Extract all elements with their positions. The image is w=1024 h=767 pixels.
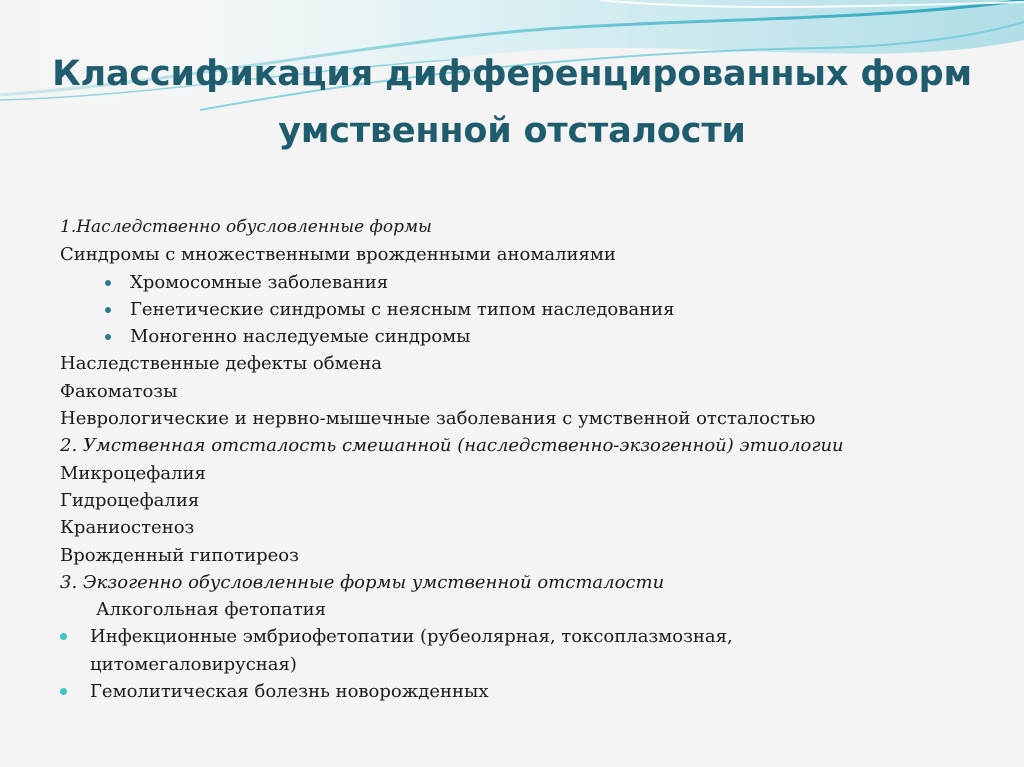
list-item: Гидроцефалия: [60, 489, 200, 511]
sub-list-item-label: Генетические синдромы с неясным типом наследования: [130, 298, 675, 320]
bullet-list-item-label: Инфекционные эмбриофетопатии (рубеолярная, токсоплазмозная, цитомегаловирусная): [90, 626, 733, 675]
section-heading-hereditary: 1.Наследственно обусловленные формы: [60, 217, 432, 237]
slide-title-line-1: Классификация дифференцированных форм: [52, 54, 972, 94]
bullet-icon: [60, 688, 67, 695]
classification-list: [60, 214, 980, 705]
bullet-list-item-label: Гемолитическая болезнь новорожденных: [90, 681, 489, 703]
list-item: Микроцефалия: [60, 462, 206, 484]
bullet-list-item: [60, 623, 830, 678]
slide-title: [0, 46, 1024, 160]
sub-list-item-label: Хромосомные заболевания: [130, 271, 389, 293]
sub-list-item: [60, 269, 980, 296]
bullet-icon: [105, 307, 111, 313]
bullet-icon: [60, 633, 67, 640]
slide-title-line-2: умственной отсталости: [278, 111, 746, 151]
list-item-syndromes: Синдромы с множественными врожденными аномалиями: [60, 244, 616, 266]
list-item: Краниостеноз: [60, 517, 195, 539]
sub-list-item-label: Моногенно наследуемые синдромы: [130, 326, 471, 348]
section-heading-mixed: 2. Умственная отсталость смешанной (наследственно-экзогенной) этиологии: [60, 435, 844, 457]
bullet-list-item: [60, 678, 980, 705]
sub-list-item: [60, 296, 980, 323]
section-heading-exogenous: 3. Экзогенно обусловленные формы умственной отсталости: [60, 571, 665, 593]
list-item-alcohol: Алкогольная фетопатия: [96, 599, 327, 621]
bullet-icon: [105, 334, 111, 340]
list-item: Врожденный гипотиреоз: [60, 544, 299, 566]
list-item-metabolic: Наследственные дефекты обмена: [60, 353, 382, 375]
bullet-icon: [105, 280, 111, 286]
list-item-phakomatoses: Факоматозы: [60, 380, 178, 402]
list-item-neuro: Неврологические и нервно-мышечные заболевания с умственной отсталостью: [60, 408, 816, 430]
sub-list-item: [60, 323, 980, 350]
